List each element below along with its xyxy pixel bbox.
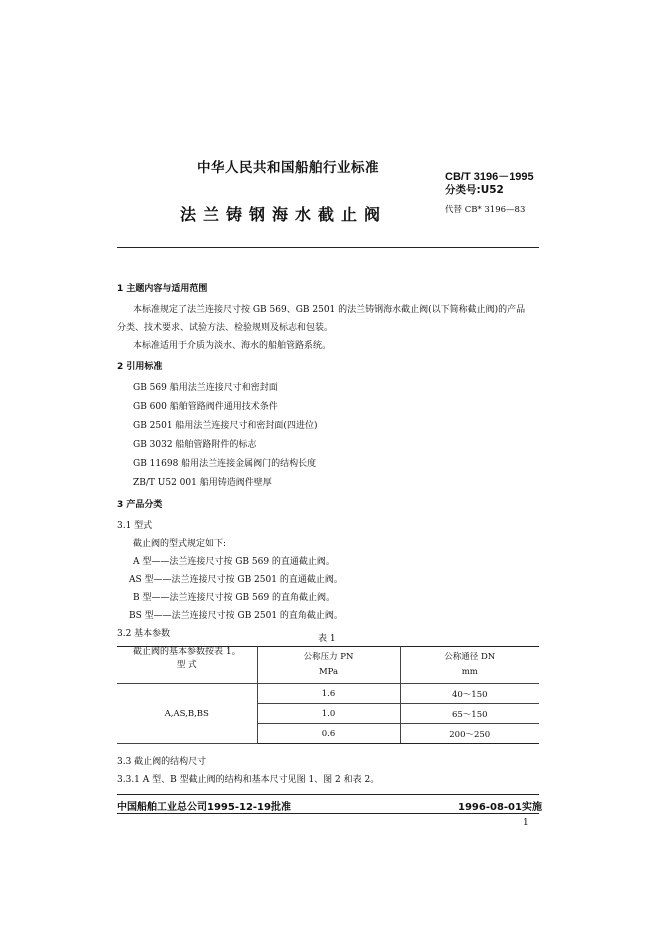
footer-bottom-divider [117,813,539,814]
valve-type-item: A 型——法兰连接尺寸按 GB 569 的直通截止阀。 [133,557,335,567]
section-3-3-heading: 3.3 截止阀的结构尺寸 [117,757,207,767]
footer-divider [117,794,539,795]
table-cell-pressure: 1.0 [257,704,400,724]
section-1-para-1-line-1: 本标准规定了法兰连接尺寸按 GB 569、GB 2501 的法兰铸钢海水截止阀(以下简称截止阀)的产品 [133,305,526,315]
section-3-1-heading: 3.1 型式 [117,521,153,531]
section-1-heading: 1 主题内容与适用范围 [117,284,208,294]
table-header-row [117,647,539,684]
table-header-pressure: 公称压力 PN MPa [257,647,400,684]
header-divider [117,247,539,248]
parameter-table [117,646,539,744]
table-cell-diameter: 200～250 [400,724,539,744]
document-title: 法兰铸钢海水截止阀 [180,205,388,224]
effective-date: 1996-08-01实施 [458,802,542,813]
section-3-3-1-text: 3.3.1 A 型、B 型截止阀的结构和基本尺寸见图 1、图 2 和表 2。 [117,775,380,785]
reference-item: GB 569 船用法兰连接尺寸和密封面 [133,383,278,393]
section-3-heading: 3 产品分类 [117,500,163,510]
standard-code: CB/T 3196－1995 [445,171,534,183]
page-number: 1 [523,818,529,828]
replaces-note: 代替 CB* 3196—83 [445,205,526,215]
table-cell-type: A,AS,B,BS [117,684,257,744]
section-3-2-heading: 3.2 基本参数 [117,629,171,639]
table-header-type: 型 式 [117,647,257,684]
classification-number: 分类号:U52 [445,184,504,196]
reference-item: GB 11698 船用法兰连接金属阀门的结构长度 [133,459,317,469]
table-cell-pressure: 0.6 [257,724,400,744]
table-cell-pressure: 1.6 [257,684,400,704]
approval-line: 中国船舶工业总公司1995-12-19批准 [117,802,291,813]
table-row [117,684,539,704]
section-2-heading: 2 引用标准 [117,362,163,372]
reference-item: GB 2501 船用法兰连接尺寸和密封面(四进位) [133,421,318,431]
section-1-para-1-line-2: 分类、技术要求、试验方法、检验规则及标志和包装。 [117,323,334,333]
valve-type-item: BS 型——法兰连接尺寸按 GB 2501 的直角截止阀。 [129,611,343,621]
reference-item: GB 600 船舶管路阀件通用技术条件 [133,402,278,412]
section-3-2-text: 截止阀的基本参数按表 1。 [133,647,241,657]
section-3-1-intro: 截止阀的型式规定如下: [133,539,227,549]
section-1-para-2: 本标准适用于介质为淡水、海水的船舶管路系统。 [133,341,332,351]
table-cell-diameter: 40～150 [400,684,539,704]
reference-item: GB 3032 船舶管路附件的标志 [133,440,257,450]
valve-type-item: AS 型——法兰连接尺寸按 GB 2501 的直通截止阀。 [129,575,343,585]
table-header-diameter: 公称通径 DN mm [400,647,539,684]
table-1-title: 表 1 [318,634,336,644]
standard-category-title: 中华人民共和国船舶行业标准 [197,160,379,176]
valve-type-item: B 型——法兰连接尺寸按 GB 569 的直角截止阀。 [133,593,336,603]
table-cell-diameter: 65～150 [400,704,539,724]
reference-item: ZB/T U52 001 船用铸造阀件壁厚 [133,478,272,488]
